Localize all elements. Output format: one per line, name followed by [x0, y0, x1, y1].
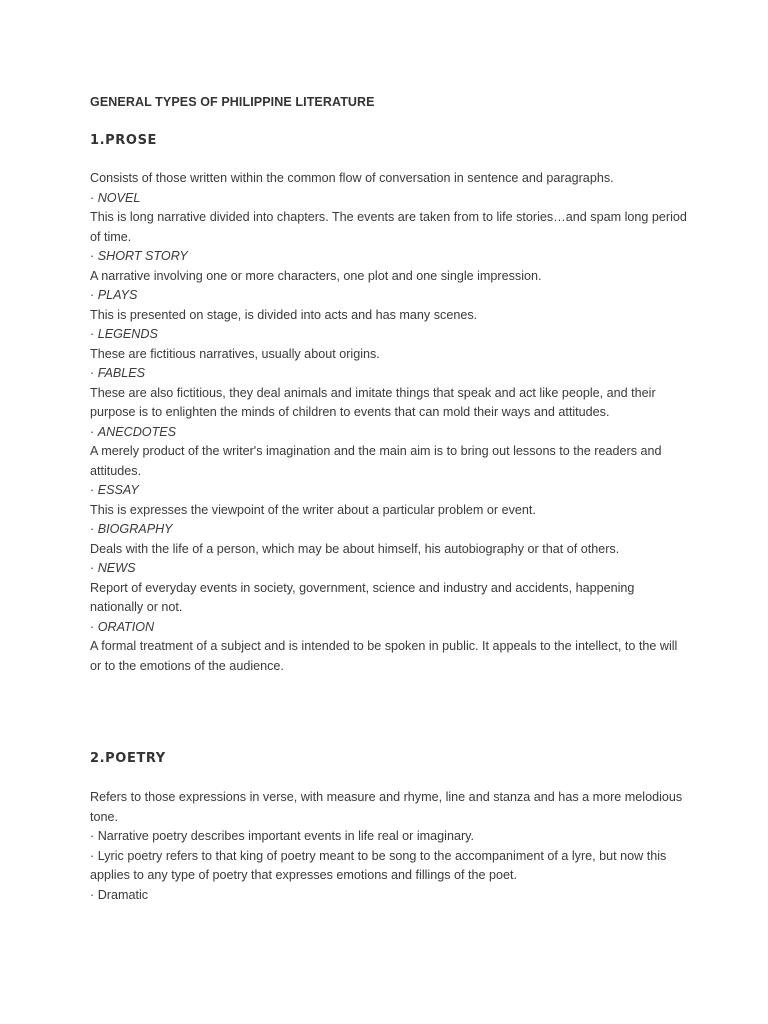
poetry-section	[90, 788, 690, 905]
prose-intro: Consists of those written within the common flow of conversation in sentence and paragraphs.	[90, 171, 614, 185]
prose-term: · ESSAY	[90, 483, 139, 497]
prose-description: A narrative involving one or more characters, one plot and one single impression.	[90, 268, 542, 283]
poetry-intro: Refers to those expressions in verse, with measure and rhyme, line and stanza and has a more melodious tone.	[90, 790, 683, 824]
prose-heading: 1.PROSE	[90, 133, 158, 148]
prose-term: · SHORT STORY	[90, 249, 188, 263]
prose-term: · FABLES	[90, 366, 146, 380]
prose-description: Deals with the life of a person, which may be about himself, his autobiography or that of others.	[90, 541, 620, 556]
prose-description: A merely product of the writer's imagination and the main aim is to bring out lessons to the readers and attitudes.	[90, 444, 662, 478]
poetry-item: · Dramatic	[90, 887, 149, 902]
prose-description: A formal treatment of a subject and is intended to be spoken in public. It appeals to the intellect, to the will or to the emotions of the audience.	[90, 639, 678, 673]
prose-term: · BIOGRAPHY	[90, 522, 173, 536]
prose-description: This is presented on stage, is divided into acts and has many scenes.	[90, 307, 478, 322]
document-title: GENERAL TYPES OF PHILIPPINE LITERATURE	[90, 95, 375, 109]
prose-term: · NOVEL	[90, 190, 141, 205]
prose-description: This is expresses the viewpoint of the writer about a particular problem or event.	[90, 502, 536, 517]
poetry-item: · Narrative poetry describes important events in life real or imaginary.	[90, 829, 475, 843]
poetry-heading: 2.POETRY	[90, 751, 166, 766]
prose-term: · PLAYS	[90, 288, 138, 302]
prose-description: This is long narrative divided into chapters. The events are taken from to life stories…and spam long period of time.	[90, 210, 687, 244]
prose-term: · NEWS	[90, 561, 136, 575]
poetry-item: · Lyric poetry refers to that king of poetry meant to be song to the accompaniment of a lyre, but now this applies to any type of poetry that expresses emotions and fillings of the poet.	[90, 848, 667, 882]
prose-description: Report of everyday events in society, government, science and industry and accidents, happening nationally or not.	[90, 580, 635, 614]
prose-description: These are also fictitious, they deal animals and imitate things that speak and act like people, and their purpose is to enlighten the minds of children to events that can mold their ways and attitudes.	[90, 385, 656, 419]
prose-term: · ANECDOTES	[90, 424, 177, 439]
prose-term: · ORATION	[90, 619, 155, 634]
prose-section	[90, 169, 690, 676]
prose-term: · LEGENDS	[90, 327, 158, 341]
prose-description: These are fictitious narratives, usually about origins.	[90, 346, 380, 361]
